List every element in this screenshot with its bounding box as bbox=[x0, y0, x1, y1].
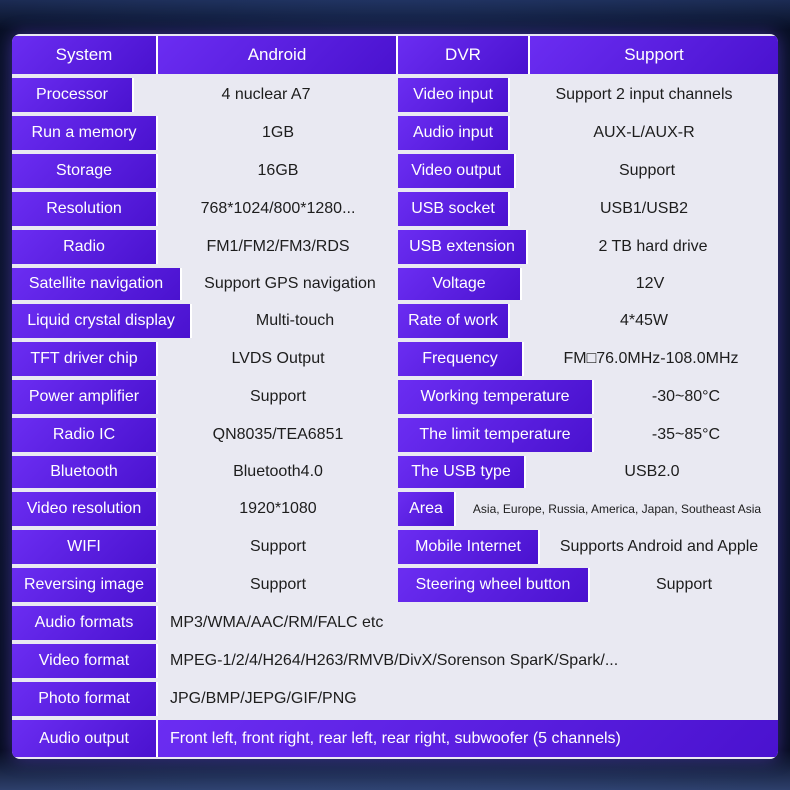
spec-label: Bluetooth bbox=[12, 456, 158, 488]
spec-value: Bluetooth4.0 bbox=[233, 463, 323, 480]
spec-value: MPEG-1/2/4/H264/H263/RMVB/DivX/Sorenson SparK/Spark/... bbox=[170, 652, 619, 669]
table-row-wide bbox=[12, 642, 778, 680]
spec-value: Support bbox=[249, 388, 307, 405]
spec-label: Working temperature bbox=[398, 380, 594, 414]
table-row-wide bbox=[12, 680, 778, 718]
spec-value: AUX-L/AUX-R bbox=[593, 124, 695, 141]
spec-label: Video resolution bbox=[12, 492, 158, 526]
spec-label: The limit temperature bbox=[398, 418, 594, 452]
spec-label: Liquid crystal display bbox=[12, 304, 192, 338]
spec-value: 768*1024/800*1280... bbox=[200, 200, 356, 217]
spec-label: Rate of work bbox=[398, 304, 510, 338]
spec-value: -30~80°C bbox=[651, 388, 721, 405]
spec-value: FM□76.0MHz-108.0MHz bbox=[563, 350, 739, 367]
spec-label: TFT driver chip bbox=[12, 342, 158, 376]
spec-label: Radio bbox=[12, 230, 158, 264]
table-row bbox=[12, 378, 778, 416]
spec-value: Supports Android and Apple bbox=[559, 538, 759, 555]
table-row bbox=[12, 416, 778, 454]
spec-value: MP3/WMA/AAC/RM/FALC etc bbox=[170, 614, 384, 631]
spec-label: The USB type bbox=[398, 456, 526, 488]
spec-label: Audio output bbox=[12, 720, 158, 757]
spec-value: 4*45W bbox=[619, 312, 669, 329]
spec-value: Support GPS navigation bbox=[204, 275, 376, 292]
table-row bbox=[12, 190, 778, 228]
spec-label: Run a memory bbox=[12, 116, 158, 150]
spec-label: WIFI bbox=[12, 530, 158, 564]
spec-label: Audio input bbox=[398, 116, 510, 150]
spec-value: Support bbox=[249, 538, 307, 555]
spec-label: Voltage bbox=[398, 268, 522, 300]
table-row bbox=[12, 566, 778, 604]
spec-label: Satellite navigation bbox=[12, 268, 182, 300]
spec-value: 2 TB hard drive bbox=[598, 238, 708, 255]
spec-value: 16GB bbox=[257, 162, 299, 179]
spec-label: Reversing image bbox=[12, 568, 158, 602]
spec-table bbox=[12, 34, 778, 759]
spec-label: Frequency bbox=[398, 342, 524, 376]
spec-label: Video output bbox=[398, 154, 516, 188]
table-row bbox=[12, 228, 778, 266]
table-row bbox=[12, 454, 778, 490]
spec-value: QN8035/TEA6851 bbox=[212, 426, 344, 443]
table-row bbox=[12, 76, 778, 114]
table-row bbox=[12, 528, 778, 566]
table-header-row bbox=[12, 34, 778, 76]
spec-label: Resolution bbox=[12, 192, 158, 226]
table-row bbox=[12, 114, 778, 152]
table-row bbox=[12, 302, 778, 340]
spec-value: FM1/FM2/FM3/RDS bbox=[206, 238, 350, 255]
spec-value: 4 nuclear A7 bbox=[221, 86, 311, 103]
header-android: Android bbox=[158, 36, 398, 74]
header-system: System bbox=[12, 36, 158, 74]
spec-value: Multi-touch bbox=[255, 312, 335, 329]
spec-value: Support bbox=[618, 162, 676, 179]
spec-value: Front left, front right, rear left, rear right, subwoofer (5 channels) bbox=[158, 720, 778, 757]
background-glow-top bbox=[0, 0, 790, 30]
spec-label: Audio formats bbox=[12, 606, 158, 640]
spec-label: Photo format bbox=[12, 682, 158, 716]
spec-value: 12V bbox=[635, 275, 665, 292]
table-row bbox=[12, 340, 778, 378]
spec-label: Area bbox=[398, 492, 456, 526]
spec-value: USB2.0 bbox=[624, 463, 680, 480]
spec-label: Video input bbox=[398, 78, 510, 112]
table-row-wide bbox=[12, 718, 778, 759]
spec-value: Support bbox=[249, 576, 307, 593]
spec-label: USB extension bbox=[398, 230, 528, 264]
spec-value: 1920*1080 bbox=[239, 500, 317, 517]
spec-label: USB socket bbox=[398, 192, 510, 226]
spec-label: Steering wheel button bbox=[398, 568, 590, 602]
spec-label: Video format bbox=[12, 644, 158, 678]
header-support: Support bbox=[530, 36, 778, 74]
table-row bbox=[12, 490, 778, 528]
spec-label: Mobile Internet bbox=[398, 530, 540, 564]
spec-value: 1GB bbox=[261, 124, 294, 141]
table-row bbox=[12, 266, 778, 302]
spec-label: Radio IC bbox=[12, 418, 158, 452]
spec-label: Power amplifier bbox=[12, 380, 158, 414]
spec-value: JPG/BMP/JEPG/GIF/PNG bbox=[170, 690, 357, 707]
table-row-wide bbox=[12, 604, 778, 642]
table-row bbox=[12, 152, 778, 190]
spec-value: Asia, Europe, Russia, America, Japan, Southeast Asia bbox=[472, 502, 762, 516]
spec-value: USB1/USB2 bbox=[599, 200, 689, 217]
header-dvr: DVR bbox=[398, 36, 530, 74]
spec-value: Support bbox=[655, 576, 713, 593]
spec-label: Storage bbox=[12, 154, 158, 188]
spec-label: Processor bbox=[12, 78, 134, 112]
spec-value: Support 2 input channels bbox=[555, 86, 733, 103]
spec-value: -35~85°C bbox=[651, 426, 721, 443]
spec-value: LVDS Output bbox=[231, 350, 325, 367]
